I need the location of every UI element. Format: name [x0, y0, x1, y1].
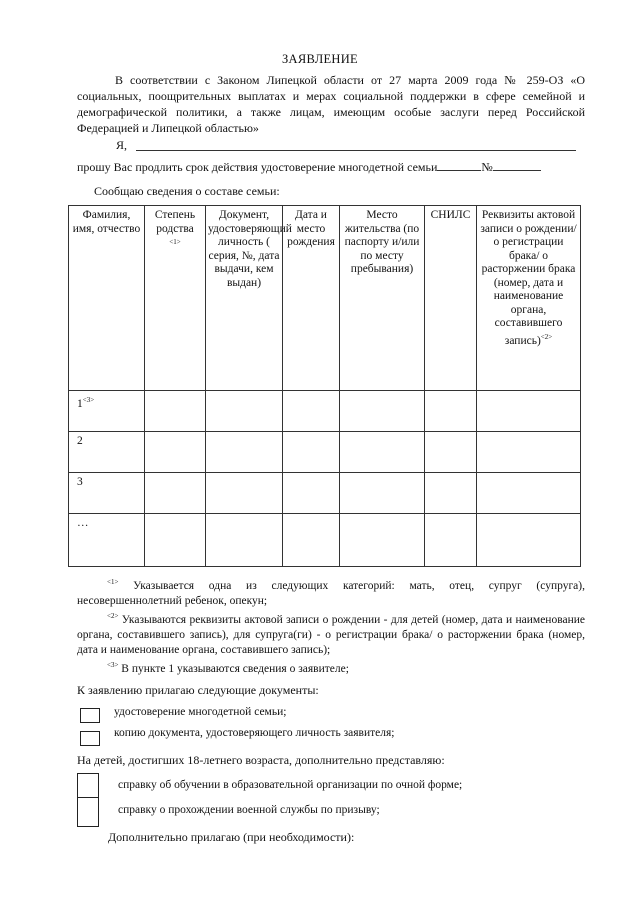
- table-cell[interactable]: [425, 514, 477, 567]
- table-cell[interactable]: [477, 473, 581, 514]
- table-cell[interactable]: [425, 432, 477, 473]
- table-cell[interactable]: [145, 514, 206, 567]
- children-checkbox-2[interactable]: [77, 797, 99, 827]
- table-cell[interactable]: [283, 391, 340, 432]
- footnote-2: $^{<2>}$ Указываются реквизиты актовой записи о рождении - для детей (номер, дата и наименование органа, составившего запись), для супруга(ги) - о регистрации брака/ о расторжении брака (номер, дата и наименование органа, составившего запись);: [77, 611, 585, 656]
- certificate-number-field[interactable]: [493, 160, 541, 171]
- table-row: [69, 432, 581, 473]
- header-relation: Степень родства $^{<1>}$: [145, 206, 206, 391]
- extra-documents-label: Дополнительно прилагаю (при необходимости):: [108, 830, 355, 844]
- table-cell[interactable]: [425, 473, 477, 514]
- table-cell[interactable]: [283, 514, 340, 567]
- table-cell[interactable]: [206, 473, 283, 514]
- footnotes: [77, 575, 585, 676]
- header-birth: Дата и место рождения: [283, 206, 340, 391]
- table-row: [69, 514, 581, 567]
- applicant-name-field[interactable]: [136, 150, 576, 151]
- request-line: [77, 160, 597, 175]
- attach-intro: К заявлению прилагаю следующие документы:: [77, 683, 319, 697]
- table-cell[interactable]: [477, 391, 581, 432]
- header-full-name: Фамилия, имя, отчество: [69, 206, 145, 391]
- table-cell[interactable]: [477, 514, 581, 567]
- table-row: [69, 473, 581, 514]
- children-intro: На детей, достигших 18-летнего возраста, дополнительно представляю:: [77, 753, 445, 767]
- row-number: $1^{<3>}$: [69, 391, 145, 432]
- table-cell[interactable]: [145, 391, 206, 432]
- request-text: прошу Вас продлить срок действия удостоверение многодетной семьи: [77, 160, 438, 174]
- header-residence: Место жительства (по паспорту и/или по месту пребывания): [340, 206, 425, 391]
- table-cell[interactable]: [206, 391, 283, 432]
- table-row: [69, 391, 581, 432]
- table-cell[interactable]: [145, 473, 206, 514]
- attach-checkbox-2[interactable]: [80, 731, 100, 746]
- header-civil-record: Реквизиты актовой записи о рождении/ о регистрации брака/ о расторжении брака (номер, дата и наименование органа, составившего запись)$^{<2>}$: [477, 206, 581, 391]
- family-intro: Сообщаю сведения о составе семьи:: [94, 184, 280, 198]
- table-cell[interactable]: [340, 473, 425, 514]
- attach-item-1: удостоверение многодетной семьи;: [114, 706, 287, 718]
- table-cell[interactable]: [425, 391, 477, 432]
- footnote-1: $^{<1>}$ Указывается одна из следующих категорий: мать, отец, супруг (супруга), несовершеннолетний ребенок, опекун;: [77, 578, 585, 607]
- table-cell[interactable]: [283, 432, 340, 473]
- row-number: …: [69, 514, 145, 567]
- children-checkbox-1[interactable]: [77, 773, 99, 799]
- applicant-label: Я,: [116, 138, 128, 152]
- table-cell[interactable]: [340, 391, 425, 432]
- table-cell[interactable]: [206, 432, 283, 473]
- children-item-2: справку о прохождении военной службы по призыву;: [118, 804, 380, 816]
- row-number: 2: [69, 432, 145, 473]
- header-snils: СНИЛС: [425, 206, 477, 391]
- table-cell[interactable]: [340, 514, 425, 567]
- family-table: [68, 205, 581, 567]
- header-identity-document: Документ, удостоверяющий личность ( серия, №, дата выдачи, кем выдан): [206, 206, 283, 391]
- footnote-3: $^{<3>}$ В пункте 1 указываются сведения о заявителе;: [107, 660, 349, 675]
- table-cell[interactable]: [340, 432, 425, 473]
- document-title: ЗАЯВЛЕНИЕ: [282, 52, 358, 66]
- table-cell[interactable]: [283, 473, 340, 514]
- number-sign: №: [481, 160, 493, 174]
- certificate-series-field[interactable]: [437, 160, 481, 171]
- table-cell[interactable]: [145, 432, 206, 473]
- table-cell[interactable]: [206, 514, 283, 567]
- intro-paragraph: [77, 72, 585, 136]
- attach-checkbox-1[interactable]: [80, 708, 100, 723]
- intro-text: В соответствии с Законом Липецкой области от 27 марта 2009 года № 259-ОЗ «О социальных, поощрительных выплатах и мерах социальной поддержки в сфере семейной и демографической политики, а также лицам, имеющим особые заслуги перед Российской Федерацией и Липецкой областью»: [77, 73, 585, 135]
- table-cell[interactable]: [477, 432, 581, 473]
- table-header-row: [69, 206, 581, 391]
- attach-item-2: копию документа, удостоверяющего личность заявителя;: [114, 727, 395, 739]
- row-number: 3: [69, 473, 145, 514]
- children-item-1: справку об обучении в образовательной организации по очной форме;: [118, 779, 463, 791]
